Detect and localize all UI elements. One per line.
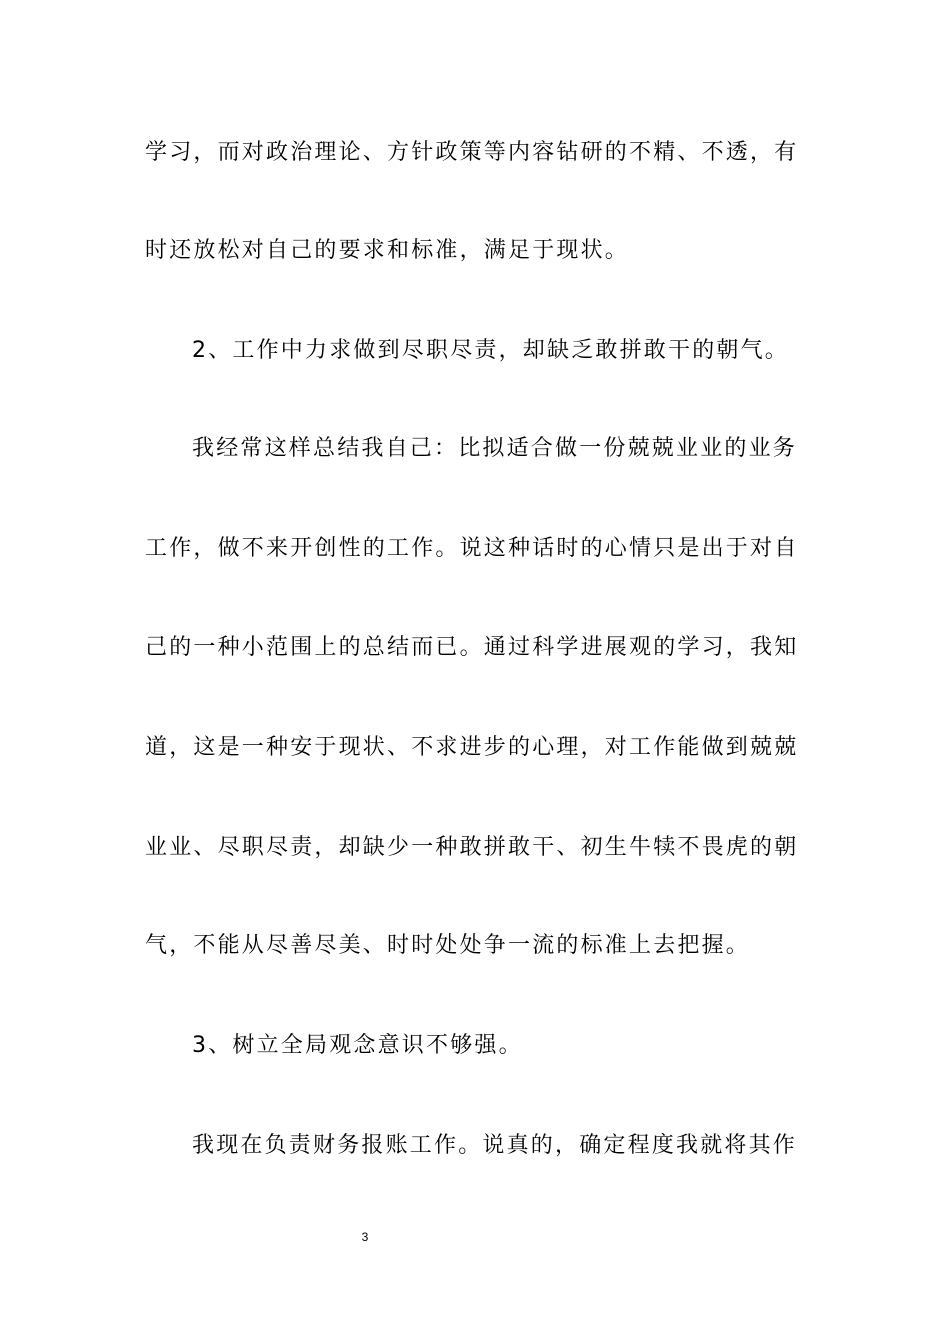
- page-number: 3: [361, 1230, 369, 1244]
- text-line: 己的一种小范围上的总结而已。通过科学进展观的学习，我知: [145, 635, 799, 660]
- text-line: 我现在负责财务报账工作。说真的，确定程度我就将其作: [192, 1133, 798, 1158]
- section-heading: 3、树立全局观念意识不够强。: [192, 1033, 523, 1058]
- text-line: 工作，做不来开创性的工作。说这种话时的心情只是出于对自: [145, 536, 799, 561]
- text-line: 道，这是一种安于现状、不求进步的心理，对工作能做到兢兢: [145, 735, 799, 760]
- text-line: 学习，而对政治理论、方针政策等内容钻研的不精、不透，有: [145, 140, 799, 165]
- text-line: 业业、尽职尽责，却缺少一种敢拼敢干、初生牛犊不畏虎的朝: [145, 835, 799, 860]
- section-heading: 2、工作中力求做到尽职尽责，却缺乏敢拼敢干的朝气。: [192, 338, 789, 363]
- text-line: 气，不能从尽善尽美、时时处处争一流的标准上去把握。: [145, 933, 751, 958]
- text-line: 时还放松对自己的要求和标准，满足于现状。: [145, 238, 630, 263]
- text-line: 我经常这样总结我自己：比拟适合做一份兢兢业业的业务: [192, 436, 798, 461]
